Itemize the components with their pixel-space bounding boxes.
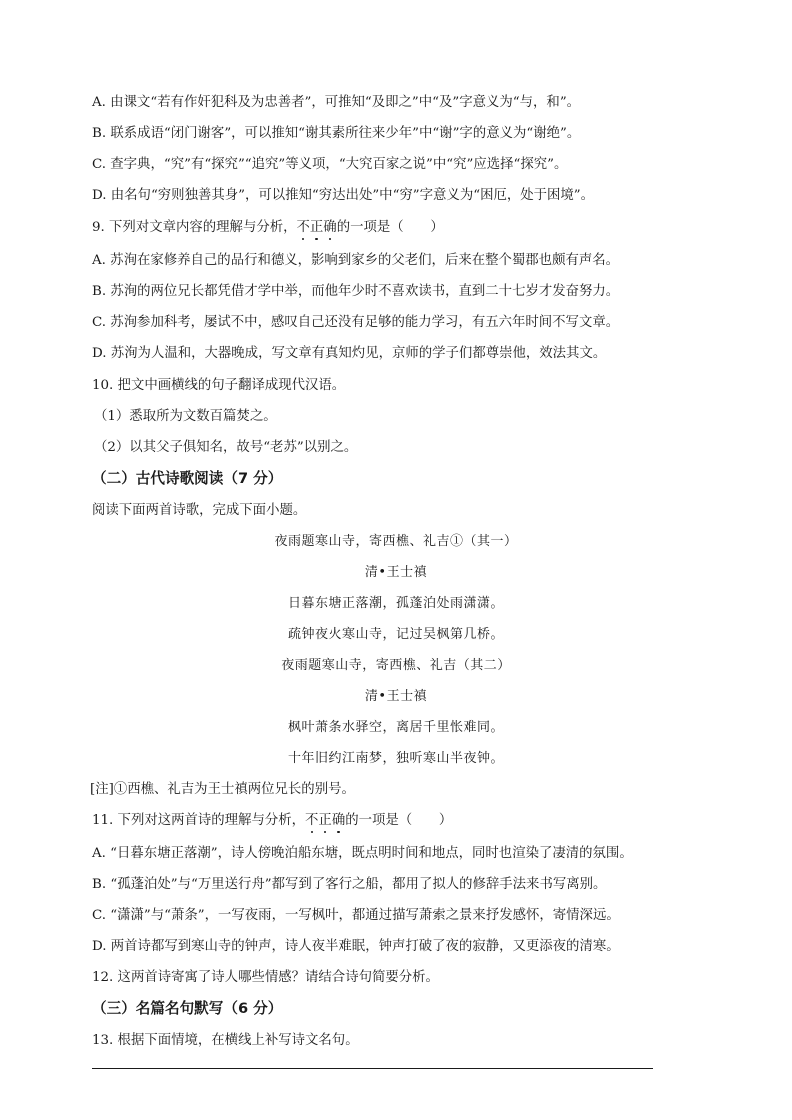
emphasis-char: 确 — [331, 813, 346, 828]
answer-line — [92, 1068, 653, 1069]
q9-option-c: C. 苏洵参加科考，屡试不中，感叹自己还没有足够的能力学习，有五六年时间不写文章。 — [92, 315, 620, 330]
q8-option-a: A. 由课文“若有作奸犯科及为忠善者”，可推知“及即之”中“及”字意义为“与，和”。 — [92, 95, 581, 110]
q11-stem-suffix: 的一项是（ ） — [345, 813, 453, 828]
q11-option-d: D. 两首诗都写到寒山寺的钟声，诗人夜半难眠，钟声打破了夜的寂静，又更添夜的清寒。 — [92, 939, 620, 954]
emphasis-char: 正 — [318, 813, 332, 828]
q11-option-b: B. “孤蓬泊处”与“万里送行舟”都写到了客行之船，都用了拟人的修辞手法来书写离别。 — [92, 877, 607, 892]
q11-option-c: C. “潇潇”与“萧条”，一写夜雨，一写枫叶，都通过描写萧索之景来抒发感怀，寄情深远。 — [92, 908, 620, 923]
q10-sentence-1: （1）悉取所为文数百篇焚之。 — [94, 409, 277, 424]
q12-stem: 12. 这两首诗寄寓了诗人哪些情感？请结合诗句简要分析。 — [92, 970, 439, 985]
q9-stem-prefix: 9. 下列对文章内容的理解与分析， — [92, 220, 297, 235]
poetry-intro: 阅读下面两首诗歌，完成下面小题。 — [92, 503, 307, 518]
q10-sentence-2: （2）以其父子俱知名，故号“老苏”以别之。 — [94, 440, 358, 455]
poem1-line-2: 疏钟夜火寒山寺，记过吴枫第几桥。 — [287, 627, 504, 642]
section-heading-recitation: （三）名篇名句默写（6 分） — [92, 1000, 283, 1017]
poem1-author: 清•王士禛 — [364, 565, 428, 580]
q11-stem — [92, 812, 452, 830]
emphasis-char: 正 — [309, 220, 324, 235]
q8-option-b: B. 联系成语“闭门谢客”，可以推知“谢其素所往来少年”中“谢”字的意义为“谢绝”。 — [92, 126, 581, 141]
q9-stem-suffix: 的一项是（ ） — [336, 220, 444, 235]
emphasis-char: 不 — [296, 220, 310, 235]
poem2-line-1: 枫叶萧条水驿空，离居千里怅难同。 — [287, 720, 504, 735]
poem1-title: 夜雨题寒山寺，寄西樵、礼吉①（其一） — [274, 534, 518, 549]
q9-option-b: B. 苏洵的两位兄长都凭借才学中举，而他年少时不喜欢读书，直到二十七岁才发奋努力。 — [92, 284, 620, 299]
q11-option-a: A. “日暮东塘正落潮”，诗人傍晚泊船东塘，既点明时间和地点，同时也渲染了凄清的氛围。 — [92, 846, 633, 861]
poem2-line-2: 十年旧约江南梦，独听寒山半夜钟。 — [287, 751, 504, 766]
poem1-line-1: 日暮东塘正落潮，孤蓬泊处雨潇潇。 — [287, 596, 504, 611]
poem2-author: 清•王士禛 — [364, 689, 428, 704]
poem-note: [注]①西樵、礼吉为王士禛两位兄长的别号。 — [90, 782, 355, 797]
q8-option-c: C. 查字典，“究”有“探究”“追究”等义项，“大究百家之说”中“究”应选择“探究”。 — [92, 157, 568, 172]
q9-stem — [92, 219, 444, 237]
section-heading-poetry: （二）古代诗歌阅读（7 分） — [92, 470, 283, 487]
emphasis-char: 不 — [305, 813, 319, 828]
q8-option-d: D. 由名句“穷则独善其身”，可以推知“穷达出处”中“穷”字意义为“困厄，处于困境”。 — [92, 188, 595, 203]
q13-stem: 13. 根据下面情境，在横线上补写诗文名句。 — [92, 1033, 359, 1048]
q9-option-d: D. 苏洵为人温和，大器晚成，写文章有真知灼见，京师的学子们都尊崇他，效法其文。 — [92, 346, 607, 361]
q10-stem: 10. 把文中画横线的句子翻译成现代汉语。 — [92, 378, 346, 393]
poem2-title: 夜雨题寒山寺，寄西樵、礼吉（其二） — [281, 658, 511, 673]
q9-option-a: A. 苏洵在家修养自己的品行和德义，影响到家乡的父老们，后来在整个蜀郡也颇有声名。 — [92, 253, 620, 268]
emphasis-char: 确 — [323, 220, 337, 235]
q11-stem-prefix: 11. 下列对这两首诗的理解与分析， — [92, 813, 306, 828]
